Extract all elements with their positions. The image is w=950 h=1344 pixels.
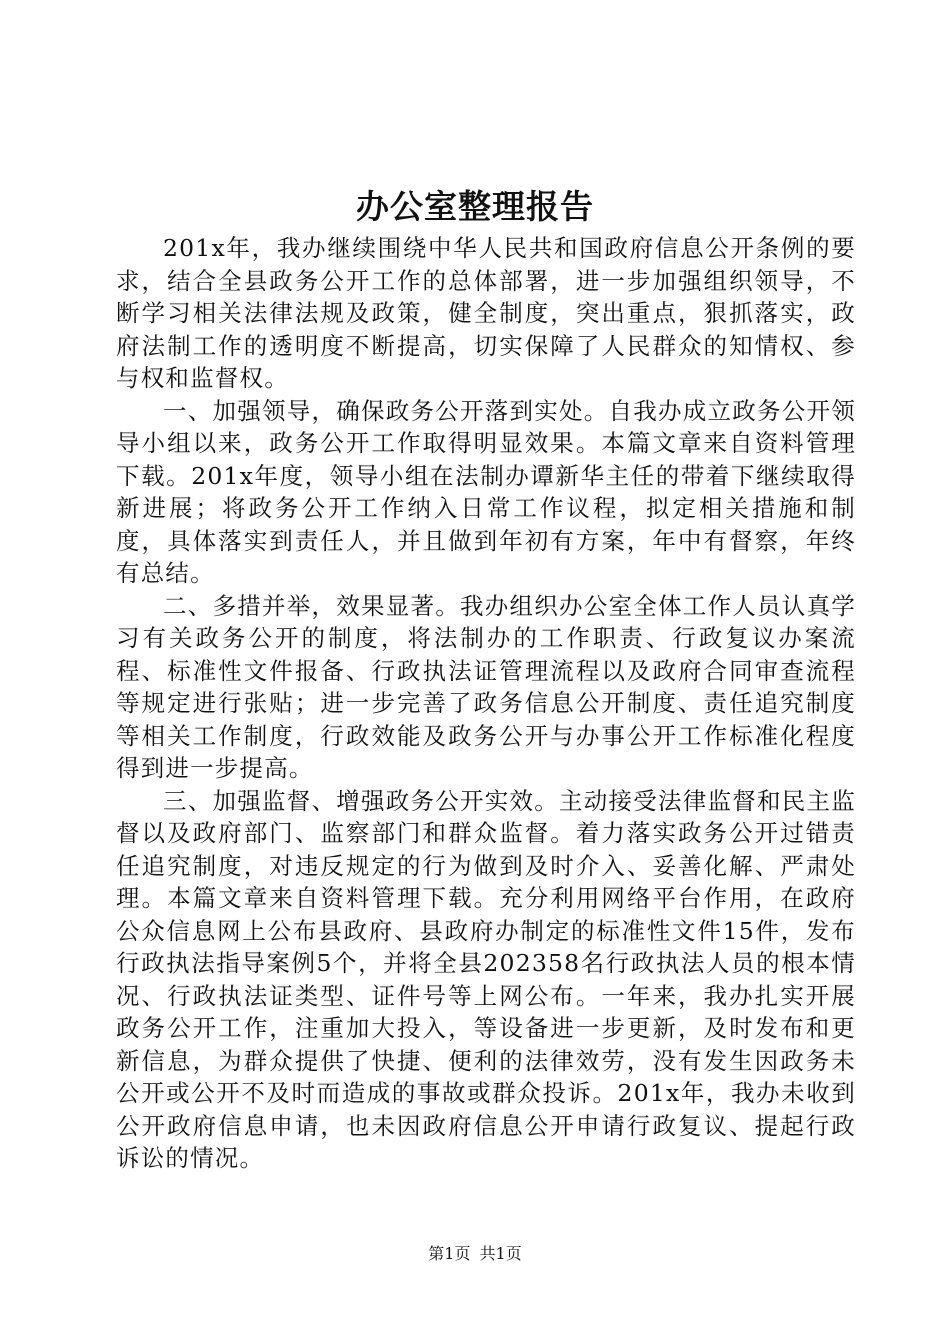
page-number: 第1页	[428, 1244, 471, 1263]
paragraph-section-3: 三、加强监督、增强政务公开实效。主动接受法律监督和民主监督以及政府部门、监察部门和群众监督。着力落实政务公开过错责任追究制度，对违反规定的行为做到及时介入、妥善化解、严肃处理。本篇文章来自资料管理下载。充分利用网络平台作用，在政府公众信息网上公布县政府、县政府办制定的标准性文件15件，发布行政执法指导案例5个，并将全县202358名行政执法人员的根本情况、行政执法证类型、证件号等上网公布。一年来，我办扎实开展政务公开工作，注重加大投入，等设备进一步更新，及时发布和更新信息，为群众提供了快捷、便利的法律效劳，没有发生因政务未公开或公开不及时而造成的事故或群众投诉。201x年，我办未收到公开政府信息申请，也未因政府信息公开申请行政复议、提起行政诉讼的情况。	[116, 786, 856, 1172]
paragraph-intro: 201x年，我办继续围绕中华人民共和国政府信息公开条例的要求，结合全县政务公开工作的总体部署，进一步加强组织领导，不断学习相关法律法规及政策，健全制度，突出重点，狠抓落实，政府法制工作的透明度不断提高，切实保障了人民群众的知情权、参与权和监督权。	[116, 234, 856, 392]
paragraph-section-1: 一、加强领导，确保政务公开落到实处。自我办成立政务公开领导小组以来，政务公开工作取得明显效果。本篇文章来自资料管理下载。201x年度，领导小组在法制办谭新华主任的带着下继续取得新进展；将政务公开工作纳入日常工作议程，拟定相关措施和制度，具体落实到责任人，并且做到年初有方案，年中有督察，年终有总结。	[116, 396, 856, 587]
document-body	[116, 232, 856, 1175]
paragraph-section-2: 二、多措并举，效果显著。我办组织办公室全体工作人员认真学习有关政务公开的制度，将法制办的工作职责、行政复议办案流程、标准性文件报备、行政执法证管理流程以及政府合同审查流程等规定进行张贴；进一步完善了政务信息公开制度、责任追究制度等相关工作制度，行政效能及政务公开与办事公开工作标准化程度得到进一步提高。	[116, 591, 856, 782]
page-total: 共1页	[479, 1244, 522, 1263]
document-title: 办公室整理报告	[356, 187, 594, 226]
page-footer	[0, 1243, 950, 1265]
